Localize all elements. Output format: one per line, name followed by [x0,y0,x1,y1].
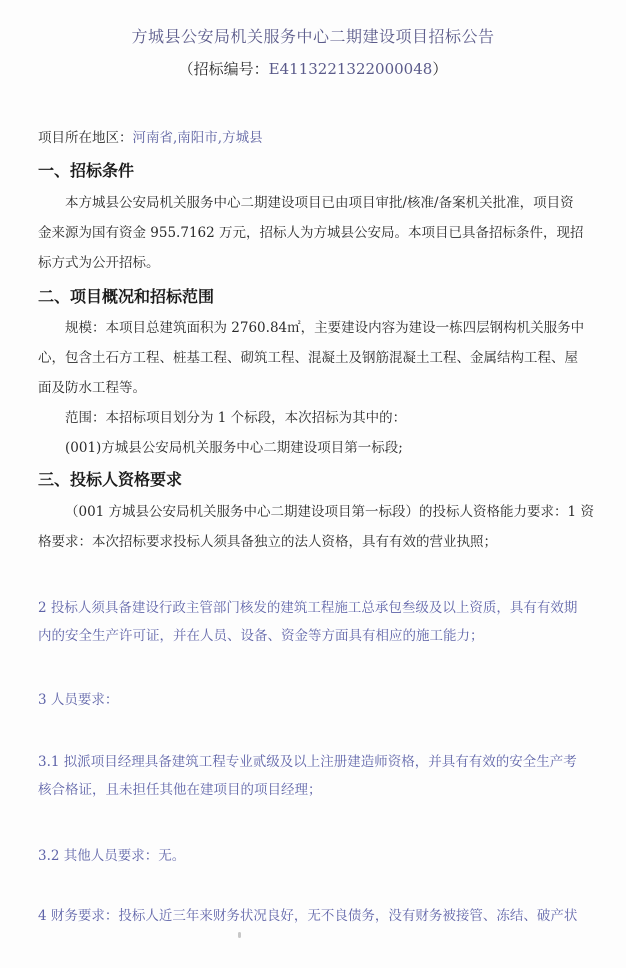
location-value: 河南省,南阳市,方城县 [132,130,263,146]
tender-number [0,58,626,79]
section-heading-1: 一、招标条件 [38,161,135,180]
project-location [38,128,608,148]
location-label: 项目所在地区： [38,130,133,146]
qualification-paragraph: 核合格证，且未担任其他在建项目的项目经理； [38,782,322,798]
section2-line: 心，包含土石方工程、桩基工程、砌筑工程、混凝土及钢筋混凝土工程、金属结构工程、屋 [38,350,578,366]
qualification-paragraph: 4 财务要求：投标人近三年来财务状况良好，无不良债务，没有财务被接管、冻结、破产状 [38,908,578,924]
scan-smudge [238,932,241,938]
section2-line: 范围：本招标项目划分为 1 个标段，本次招标为其中的： [65,410,407,426]
page-title: 方城县公安局机关服务中心二期建设项目招标公告 [131,27,495,46]
section3-line: （001 方城县公安局机关服务中心二期建设项目第一标段）的投标人资格能力要求：1 资 [65,504,594,520]
section1-line: 标方式为公开招标。 [38,255,160,271]
section3-line: 格要求：本次招标要求投标人须具备独立的法人资格，具有有效的营业执照； [38,534,497,550]
qualification-paragraph: 2 投标人须具备建设行政主管部门核发的建筑工程施工总承包叁级及以上资质，具有有效期 [38,600,578,616]
qualification-paragraph: 内的安全生产许可证，并在人员、设备、资金等方面具有相应的施工能力； [38,628,484,644]
section2-line: (001)方城县公安局机关服务中心二期建设项目第一标段; [65,440,403,456]
tender-number-suffix: ） [432,60,448,78]
tender-number-value: E4113221322000048 [268,60,433,78]
qualification-paragraph: 3 人员要求： [38,692,119,708]
section1-line: 金来源为国有资金 955.7162 万元，招标人为方城县公安局。本项目已具备招标条件，现招 [38,225,584,241]
tender-number-prefix: （招标编号： [178,60,269,78]
section2-line: 规模：本项目总建筑面积为 2760.84㎡，主要建设内容为建设一栋四层钢构机关服务中 [65,320,585,336]
section-heading-2: 二、项目概况和招标范围 [38,287,215,306]
qualification-paragraph: 3.1 拟派项目经理具备建筑工程专业贰级及以上注册建造师资格，并具有有效的安全生产考 [38,754,577,770]
section2-line: 面及防水工程等。 [38,380,146,396]
qualification-paragraph: 3.2 其他人员要求：无。 [38,848,186,864]
section1-line: 本方城县公安局机关服务中心二期建设项目已由项目审批/核准/备案机关批准，项目资 [65,195,574,211]
section-heading-3: 三、投标人资格要求 [38,470,183,489]
